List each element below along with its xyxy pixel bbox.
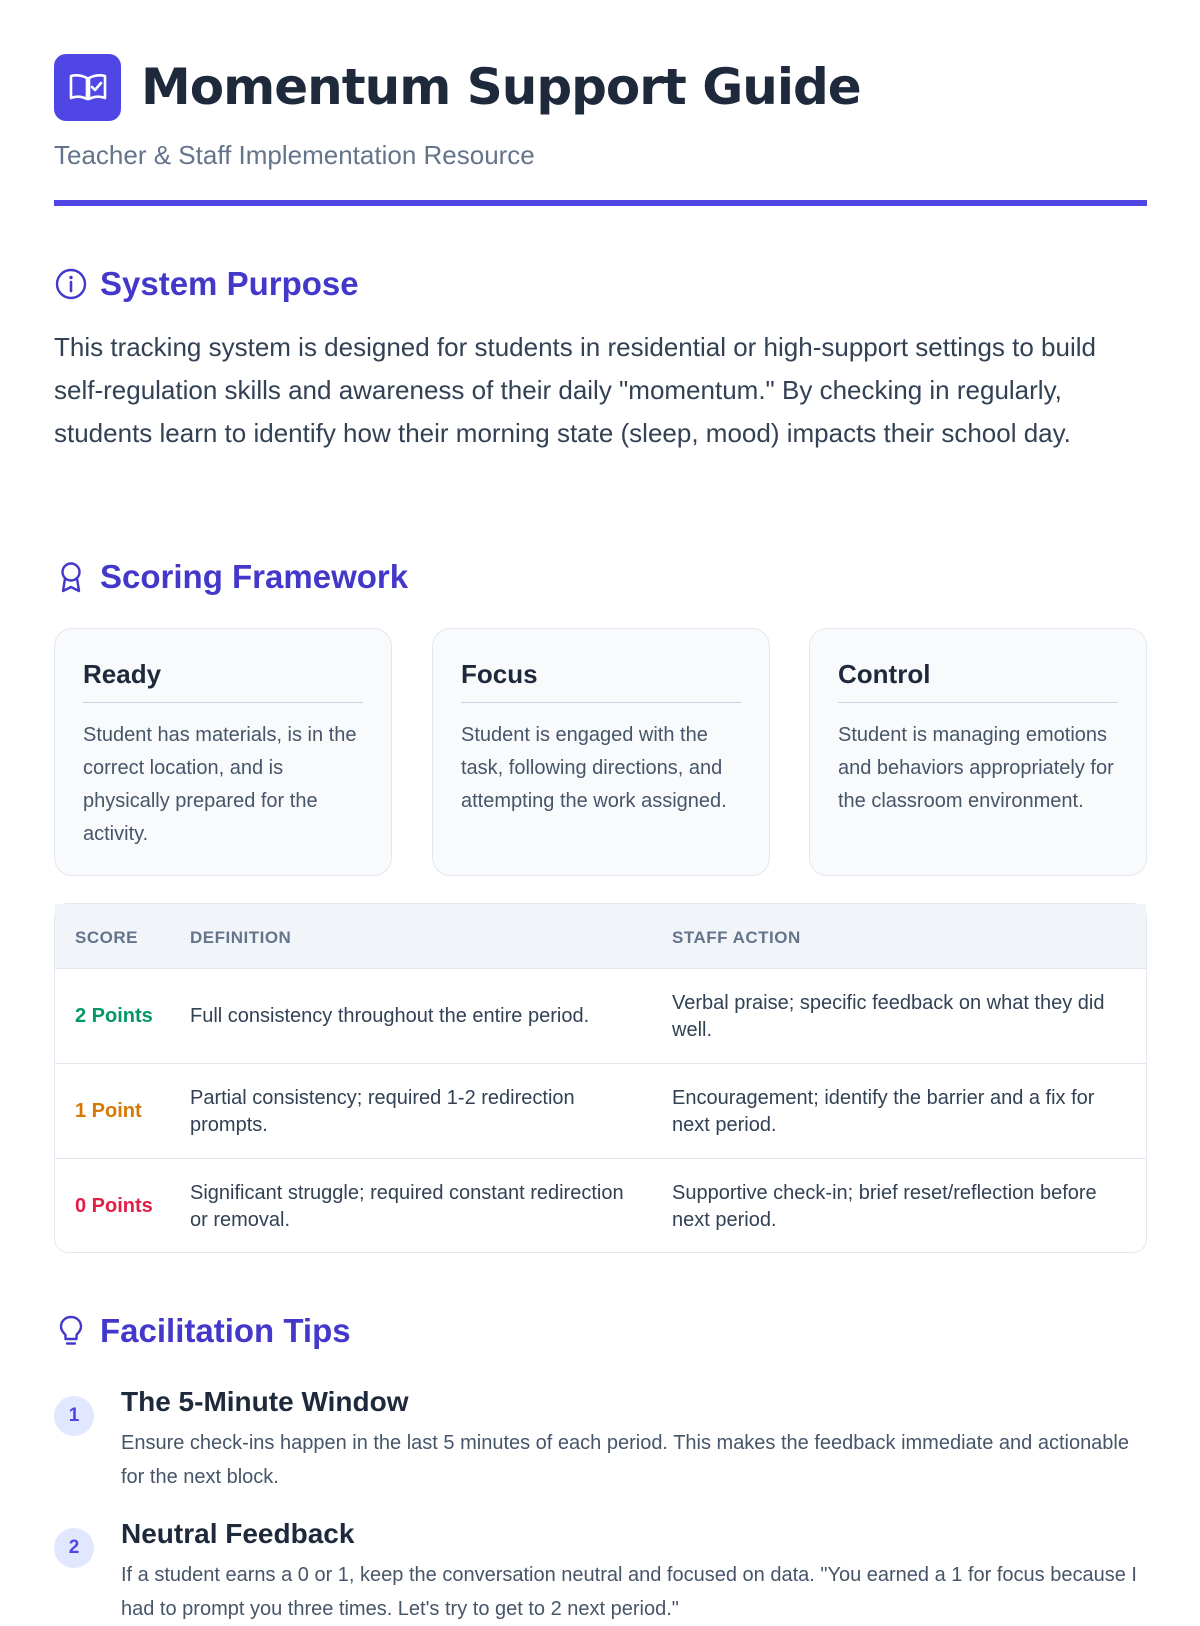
tip-number-badge: 2 xyxy=(54,1528,94,1568)
card-title: Ready xyxy=(83,659,363,703)
card-description: Student is managing emotions and behaviors appropriately for the classroom environment. xyxy=(838,724,1114,812)
table-header xyxy=(55,904,1146,969)
criteria-card-focus xyxy=(432,628,770,876)
section-heading-tips xyxy=(54,1309,351,1353)
card-title: Control xyxy=(838,659,1118,703)
section-title: Scoring Framework xyxy=(100,558,409,595)
table-row xyxy=(55,1064,1146,1159)
tip-title: Neutral Feedback xyxy=(121,1518,355,1549)
page-subtitle: Teacher & Staff Implementation Resource xyxy=(54,140,535,170)
tip-description: If a student earns a 0 or 1, keep the conversation neutral and focused on data. "You earned a 1 for focus because I had to prompt you three times. Let's try to get to 2 next period." xyxy=(121,1564,1137,1620)
page-header xyxy=(54,54,1147,206)
column-header-score: SCORE xyxy=(75,928,138,947)
criteria-card-control xyxy=(809,628,1147,876)
card-title: Focus xyxy=(461,659,741,703)
tip-description: Ensure check-ins happen in the last 5 minutes of each period. This makes the feedback immediate and actionable for the next block. xyxy=(121,1432,1129,1488)
section-heading-scoring xyxy=(54,555,408,599)
score-value: 0 Points xyxy=(75,1195,153,1217)
score-definition: Full consistency throughout the entire period. xyxy=(190,1005,590,1027)
table-row xyxy=(55,969,1146,1064)
page-title: Momentum Support Guide xyxy=(141,58,861,116)
scoring-table xyxy=(54,903,1147,1253)
purpose-paragraph: This tracking system is designed for students in residential or high-support settings to build self-regulation skills and awareness of their daily "momentum." By checking in regularly, students learn to identify how their morning state (sleep, mood) impacts their school day. xyxy=(54,332,1096,448)
card-description: Student has materials, is in the correct location, and is physically prepared for the activity. xyxy=(83,724,357,845)
column-header-definition: DEFINITION xyxy=(190,928,292,947)
tip-number-badge: 1 xyxy=(54,1396,94,1436)
staff-action: Supportive check-in; brief reset/reflection before next period. xyxy=(672,1181,1097,1231)
tip-title: The 5-Minute Window xyxy=(121,1386,409,1417)
criteria-cards xyxy=(54,628,1147,876)
score-value: 2 Points xyxy=(75,1005,153,1027)
book-check-icon xyxy=(54,54,121,121)
section-heading-purpose xyxy=(54,262,359,306)
award-icon xyxy=(54,560,88,594)
staff-action: Verbal praise; specific feedback on what they did well. xyxy=(672,991,1105,1041)
section-title: Facilitation Tips xyxy=(100,1312,351,1349)
score-definition: Partial consistency; required 1-2 redirection prompts. xyxy=(190,1086,575,1136)
score-value: 1 Point xyxy=(75,1100,142,1122)
section-title: System Purpose xyxy=(100,265,359,302)
lightbulb-icon xyxy=(54,1314,88,1348)
staff-action: Encouragement; identify the barrier and a fix for next period. xyxy=(672,1086,1095,1136)
info-icon xyxy=(54,267,88,301)
column-header-action: STAFF ACTION xyxy=(672,928,801,947)
score-definition: Significant struggle; required constant redirection or removal. xyxy=(190,1181,624,1231)
card-description: Student is engaged with the task, following directions, and attempting the work assigned. xyxy=(461,724,727,812)
criteria-card-ready xyxy=(54,628,392,876)
table-row xyxy=(55,1159,1146,1254)
